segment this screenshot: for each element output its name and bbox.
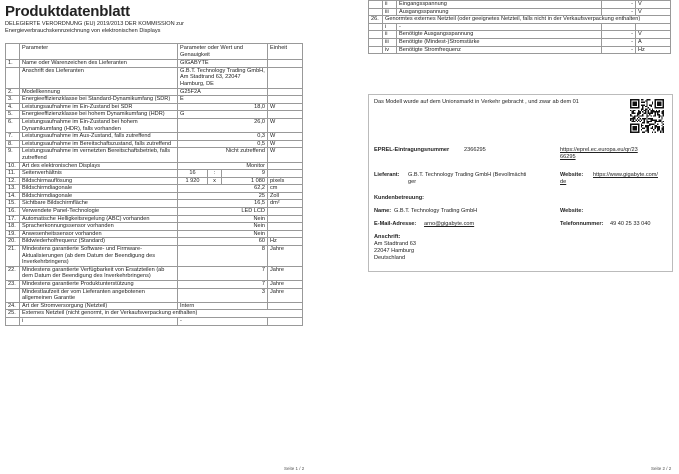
table-row	[6, 288, 303, 302]
row-number: 12.	[6, 177, 20, 185]
eprel-link[interactable]: https://eprel.ec.europa.eu/qr/23	[560, 147, 638, 153]
header-unit: Einheit	[268, 44, 303, 60]
row-unit: V	[636, 31, 671, 39]
table-row	[6, 162, 303, 170]
row-value-b: 9	[222, 170, 268, 178]
row-label: Anwesenheitssensor vorhanden	[20, 230, 178, 238]
eprel-number: 2366295	[464, 147, 486, 153]
row-unit: Jahre	[268, 281, 303, 289]
supplier-label: Lieferant:	[374, 172, 400, 178]
row-label: Leistungsaufnahme im Aus-Zustand, falls zutreffend	[20, 133, 178, 141]
row-label: -	[397, 23, 602, 31]
row-label: Name oder Warenzeichen des Lieferanten	[20, 60, 178, 68]
row-value: Nein	[178, 223, 268, 231]
row-label: Energieeffizienzklasse bei hohem Dynamikumfang (HDR)	[20, 111, 178, 119]
row-number: 9.	[6, 148, 20, 162]
table-row	[369, 46, 671, 54]
row-label: Benötigte (Mindest-)Stromstärke	[397, 38, 602, 46]
row-unit	[268, 223, 303, 231]
row-label: Externes Netzteil (nicht genormt, in der Verkaufsverpackung enthalten)	[20, 310, 303, 318]
row-unit	[268, 230, 303, 238]
row-unit	[268, 170, 303, 178]
name-value: G.B.T. Technology Trading GmbH	[394, 208, 478, 214]
row-subindex: i	[383, 23, 397, 31]
website-label: Website:	[560, 172, 584, 178]
row-unit: W	[268, 140, 303, 148]
website-link[interactable]: https://www.gigabyte.com/	[593, 172, 658, 178]
row-label: Leistungsaufnahme im Bereitschaftszustand, falls zutreffend	[20, 140, 178, 148]
row-value: 7	[178, 266, 268, 280]
page-number: Seite 1 / 2	[284, 466, 305, 471]
page-1	[0, 0, 305, 474]
table-row	[6, 230, 303, 238]
row-number: 20.	[6, 238, 20, 246]
table-row	[6, 177, 303, 185]
row-value	[602, 23, 636, 31]
table-row	[6, 67, 303, 88]
table-row	[369, 38, 671, 46]
row-number	[369, 46, 383, 54]
row-label: Bildschirmauflösung	[20, 177, 178, 185]
row-value: 8	[178, 246, 268, 267]
supplier-info-box	[368, 94, 673, 272]
row-label: Benötigte Stromfrequenz	[397, 46, 602, 54]
row-value: -	[602, 1, 636, 9]
row-unit: Zoll	[268, 192, 303, 200]
name-label: Name:	[374, 208, 392, 214]
row-number: 23.	[6, 281, 20, 289]
table-row	[6, 148, 303, 162]
row-number: 3.	[6, 96, 20, 104]
header-value: Parameter oder Wert und Genauigkeit	[178, 44, 268, 60]
row-label: Modellkennung	[20, 88, 178, 96]
row-label: Verwendete Panel-Technologie	[20, 208, 178, 216]
table-row	[6, 96, 303, 104]
row-label: Spracherkonnungssensor vorhanden	[20, 223, 178, 231]
row-value: -	[602, 31, 636, 39]
email-link[interactable]: arno@gigabyte.com	[424, 221, 475, 227]
row-unit: Jahre	[268, 288, 303, 302]
phone-label: Telefonnummer:	[560, 221, 604, 227]
table-row	[6, 170, 303, 178]
table-row	[369, 23, 671, 31]
table-row	[6, 88, 303, 96]
row-label: Bildwiederholfrequenz (Standard)	[20, 238, 178, 246]
row-unit	[268, 208, 303, 216]
row-number: 22.	[6, 266, 20, 280]
row-unit: W	[268, 133, 303, 141]
row-label: Eingangsspannung	[397, 1, 602, 9]
row-label: Benötigte Ausgangsspannung	[397, 31, 602, 39]
row-value: Nicht zutreffend	[178, 148, 268, 162]
row-number	[369, 38, 383, 46]
table-row	[6, 200, 303, 208]
row-number	[369, 8, 383, 16]
row-subindex: iv	[383, 46, 397, 54]
row-number	[6, 67, 20, 88]
table-row	[6, 111, 303, 119]
row-value: -	[178, 317, 268, 325]
address-line-1: Am Stadtrand 63	[374, 241, 416, 247]
row-unit: cm	[268, 185, 303, 193]
eprel-label: EPREL-Eintragungsnummer	[374, 147, 450, 153]
table-row	[6, 133, 303, 141]
address-label: Anschrift:	[374, 234, 401, 240]
row-number	[369, 23, 383, 31]
row-value: 62,2	[178, 185, 268, 193]
row-label: Seitenverhältnis	[20, 170, 178, 178]
market-intro: Das Modell wurde auf dem Unionsmarkt in Verkehr gebracht , und zwar ab dem 01	[374, 99, 579, 105]
row-value: Intern	[178, 302, 268, 310]
row-value: 26,0	[178, 118, 268, 132]
table-row	[6, 281, 303, 289]
table-row	[369, 16, 671, 24]
row-label: Art der Stromversorgung (Netzteil)	[20, 302, 178, 310]
row-value-a: 1 920	[178, 177, 208, 185]
row-number: 21.	[6, 246, 20, 267]
row-number: 8.	[6, 140, 20, 148]
row-value: 18,0	[178, 103, 268, 111]
row-unit: A	[636, 38, 671, 46]
row-unit: V	[636, 8, 671, 16]
row-number: 24.	[6, 302, 20, 310]
row-label: Mindestens garantierte Software- und Firmware-Aktualisierungen (ab dem Datum der Beendigung des Inverkehrbringens)	[20, 246, 178, 267]
row-number	[6, 288, 20, 302]
table-row	[6, 246, 303, 267]
row-label: Automatische Helligkeitsregelung (ABC) vorhanden	[20, 215, 178, 223]
row-unit	[268, 215, 303, 223]
row-unit	[268, 88, 303, 96]
phone-value: 49 40 25 33 040	[610, 221, 651, 227]
row-value: 0,5	[178, 140, 268, 148]
row-number: 11.	[6, 170, 20, 178]
row-unit: Jahre	[268, 246, 303, 267]
row-number	[6, 317, 20, 325]
table-row	[6, 118, 303, 132]
row-label: i	[20, 317, 178, 325]
row-number: 7.	[6, 133, 20, 141]
table-row	[6, 103, 303, 111]
row-unit	[268, 96, 303, 104]
row-value: -	[602, 8, 636, 16]
table-row	[6, 60, 303, 68]
table-row	[6, 317, 303, 325]
row-number: 1.	[6, 60, 20, 68]
row-value: 25	[178, 192, 268, 200]
row-value: 0,3	[178, 133, 268, 141]
website-link-cont[interactable]: de	[560, 179, 567, 185]
table-header	[6, 44, 303, 60]
document-title: Produktdatenblatt	[5, 3, 130, 20]
row-unit: Hz	[636, 46, 671, 54]
regulation-subtitle: DELEGIERTE VERORDNUNG (EU) 2019/2013 DER KOMMISSION zur Energieverbrauchskennzeichnung von elektronischen Displays	[5, 21, 184, 34]
row-number: 5.	[6, 111, 20, 119]
row-unit	[268, 162, 303, 170]
table-row	[6, 310, 303, 318]
eprel-link-cont[interactable]: 66295	[560, 154, 576, 160]
row-label: Bildschirmdiagonale	[20, 185, 178, 193]
page-number-2: Seite 2 / 2	[651, 466, 672, 471]
row-unit	[268, 67, 303, 88]
table-row	[6, 185, 303, 193]
row-label: Bildschirmdiagonale	[20, 192, 178, 200]
row-number: 26.	[369, 16, 383, 24]
row-value: 60	[178, 238, 268, 246]
row-unit: V	[636, 1, 671, 9]
row-unit: Jahre	[268, 266, 303, 280]
address-line-3: Deutschland	[374, 255, 406, 261]
table-row	[6, 223, 303, 231]
row-label: Genormtes externes Netzteil (oder geeignetes Netzteil, falls nicht in der Verkaufsverpackung enthalten)	[383, 16, 671, 24]
row-unit	[268, 111, 303, 119]
row-label: Sichtbare Bildschirmfläche	[20, 200, 178, 208]
row-unit: dm²	[268, 200, 303, 208]
row-number: 25.	[6, 310, 20, 318]
table-row	[6, 302, 303, 310]
address-line-2: 22047 Hamburg	[374, 248, 415, 254]
row-value: G	[178, 111, 268, 119]
row-value-a: 16	[178, 170, 208, 178]
row-number: 13.	[6, 185, 20, 193]
row-unit: W	[268, 118, 303, 132]
row-value: -	[602, 46, 636, 54]
row-value: GIGABYTE	[178, 60, 268, 68]
row-value: G.B.T. Technology Trading GmbH, Am Stadtrand 63, 22047 Hamburg, DE	[178, 67, 268, 88]
row-value-sep: :	[208, 170, 222, 178]
row-value: -	[602, 38, 636, 46]
row-label: Leistungsaufnahme im Ein-Zustand bei hohem Dynamikumfang (HDR), falls vorhanden	[20, 118, 178, 132]
row-number: 10.	[6, 162, 20, 170]
row-value: LED LCD	[178, 208, 268, 216]
row-number: 17.	[6, 215, 20, 223]
row-value: E	[178, 96, 268, 104]
support-website-label: Website:	[560, 208, 584, 214]
row-number	[369, 1, 383, 9]
table-row	[369, 31, 671, 39]
row-number: 16.	[6, 208, 20, 216]
supplier-value: G.B.T. Technology Trading GmbH (Bevollmächti	[408, 172, 527, 178]
row-unit	[268, 317, 303, 325]
row-subindex: iii	[383, 8, 397, 16]
row-number: 4.	[6, 103, 20, 111]
table-row	[6, 266, 303, 280]
row-subindex: ii	[383, 1, 397, 9]
row-subindex: ii	[383, 31, 397, 39]
header-parameter: Parameter	[20, 44, 178, 60]
row-label: Energieeffizienzklasse bei Standard-Dynamikumfang (SDR)	[20, 96, 178, 104]
table-row	[6, 140, 303, 148]
table-row	[369, 8, 671, 16]
row-number: 2.	[6, 88, 20, 96]
row-number: 18.	[6, 223, 20, 231]
supplier-value-cont: ger	[408, 179, 417, 185]
row-number: 14.	[6, 192, 20, 200]
product-data-table-continued	[368, 0, 671, 54]
row-label: Art des elektronischen Displays	[20, 162, 178, 170]
row-number	[369, 31, 383, 39]
table-row	[6, 208, 303, 216]
row-value: Nein	[178, 215, 268, 223]
row-number: 15.	[6, 200, 20, 208]
row-label: Leistungsaufnahme im Ein-Zustand bei SDR	[20, 103, 178, 111]
row-unit	[268, 60, 303, 68]
row-label: Mindestlaufzeit der vom Lieferanten angebotenen allgemeinen Garantie	[20, 288, 178, 302]
row-unit: W	[268, 103, 303, 111]
row-value: G25F2A	[178, 88, 268, 96]
support-label: Kundenbetreuung:	[374, 195, 425, 201]
row-number: 6.	[6, 118, 20, 132]
row-unit	[268, 302, 303, 310]
row-unit: W	[268, 148, 303, 162]
row-value-sep: x	[208, 177, 222, 185]
row-unit: pixels	[268, 177, 303, 185]
email-label: E-Mail-Adresse:	[374, 221, 417, 227]
row-value: Monitor	[178, 162, 268, 170]
row-label: Mindestens garantierte Produktunterstützung	[20, 281, 178, 289]
row-label: Mindestens garantierte Verfügbarkeit von Ersatzteilen (ab dem Datum der Beendigung des Inverkehrbringens)	[20, 266, 178, 280]
table-row	[6, 215, 303, 223]
table-row	[6, 238, 303, 246]
row-label: Anschrift des Lieferanten	[20, 67, 178, 88]
row-label: Leistungsaufnahme im vernetzten Bereitschaftsbetrieb, falls zutreffend	[20, 148, 178, 162]
row-value: Nein	[178, 230, 268, 238]
row-label: Ausgangsspannung	[397, 8, 602, 16]
table-row	[6, 192, 303, 200]
row-value: 7	[178, 281, 268, 289]
row-subindex: iii	[383, 38, 397, 46]
row-value-b: 1 080	[222, 177, 268, 185]
row-value: 3	[178, 288, 268, 302]
product-data-table	[5, 43, 303, 326]
row-unit	[636, 23, 671, 31]
row-value: 16,5	[178, 200, 268, 208]
row-number: 19.	[6, 230, 20, 238]
row-unit: Hz	[268, 238, 303, 246]
qr-code-icon	[630, 99, 664, 133]
table-row	[369, 1, 671, 9]
